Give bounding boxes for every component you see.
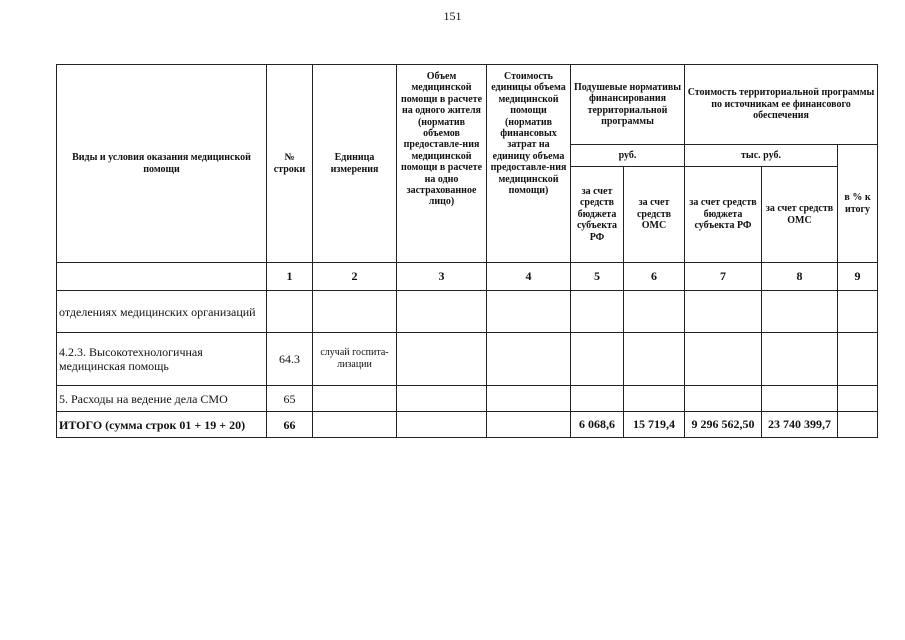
- column-number: 2: [313, 263, 397, 291]
- row-number: 66: [267, 412, 313, 438]
- row-unit: [313, 291, 397, 333]
- header-percent-of-total: в % к итогу: [838, 145, 878, 263]
- row-percent: [838, 291, 878, 333]
- financing-table: [56, 64, 878, 438]
- total-percent: [838, 412, 878, 438]
- total-budget-rub: 6 068,6: [571, 412, 624, 438]
- total-oms-thousand: 23 740 399,7: [762, 412, 838, 438]
- total-budget-thousand: 9 296 562,50: [685, 412, 762, 438]
- header-unit: Единица измерения: [313, 65, 397, 263]
- row-oms-rub: [624, 291, 685, 333]
- row-volume: [397, 412, 487, 438]
- header-per-capita-norms: Подушевые нормативы финансирования территориальной программы: [571, 65, 685, 145]
- column-number: [57, 263, 267, 291]
- column-number-row: [57, 263, 878, 291]
- column-number: 9: [838, 263, 878, 291]
- row-number: 64.3: [267, 333, 313, 386]
- column-number: 7: [685, 263, 762, 291]
- column-number: 4: [487, 263, 571, 291]
- table-row: [57, 291, 878, 333]
- row-budget-thousand: [685, 333, 762, 386]
- total-row: [57, 412, 878, 438]
- table-row: [57, 386, 878, 412]
- header-unit-thousand-rub: тыс. руб.: [685, 145, 838, 167]
- row-budget-rub: [571, 333, 624, 386]
- header-budget-thousand-rub: за счет средств бюджета субъекта РФ: [685, 167, 762, 263]
- row-volume: [397, 291, 487, 333]
- row-budget-rub: [571, 386, 624, 412]
- row-number: [267, 291, 313, 333]
- row-oms-rub: [624, 333, 685, 386]
- column-number: 6: [624, 263, 685, 291]
- header-row-number: № строки: [267, 65, 313, 263]
- row-volume: [397, 333, 487, 386]
- row-unit: случай госпита-лизации: [313, 333, 397, 386]
- row-budget-rub: [571, 291, 624, 333]
- header-oms-thousand-rub: за счет средств ОМС: [762, 167, 838, 263]
- total-label: ИТОГО (сумма строк 01 + 19 + 20): [57, 412, 267, 438]
- row-unit-cost: [487, 412, 571, 438]
- row-oms-thousand: [762, 291, 838, 333]
- header-type-of-care: Виды и условия оказания медицинской помощи: [57, 65, 267, 263]
- total-oms-rub: 15 719,4: [624, 412, 685, 438]
- header-volume-norm: Объем медицинской помощи в расчете на одного жителя (норматив объемов предоставле-ния медицинской помощи в расчете на одно застрахованное лицо): [397, 65, 487, 263]
- row-oms-thousand: [762, 333, 838, 386]
- row-name: 4.2.3. Высокотехнологичная медицинская помощь: [57, 333, 267, 386]
- header-unit-cost-norm: Стоимость единицы объема медицинской помощи (норматив финансовых затрат на единицу объема предоставле-ния медицинской помощи): [487, 65, 571, 263]
- table-row: [57, 333, 878, 386]
- column-number: 8: [762, 263, 838, 291]
- header-oms-rub: за счет средств ОМС: [624, 167, 685, 263]
- row-unit-cost: [487, 333, 571, 386]
- column-number: 5: [571, 263, 624, 291]
- header-budget-rub: за счет средств бюджета субъекта РФ: [571, 167, 624, 263]
- row-unit-cost: [487, 386, 571, 412]
- row-budget-thousand: [685, 291, 762, 333]
- row-number: 65: [267, 386, 313, 412]
- row-unit: [313, 412, 397, 438]
- row-name: 5. Расходы на ведение дела СМО: [57, 386, 267, 412]
- header-program-cost-by-source: Стоимость территориальной программы по источникам ее финансового обеспечения: [685, 65, 878, 145]
- row-budget-thousand: [685, 386, 762, 412]
- row-name: отделениях медицинских организаций: [57, 291, 267, 333]
- row-oms-rub: [624, 386, 685, 412]
- row-percent: [838, 386, 878, 412]
- column-number: 3: [397, 263, 487, 291]
- row-unit-cost: [487, 291, 571, 333]
- row-unit: [313, 386, 397, 412]
- header-unit-rub: руб.: [571, 145, 685, 167]
- row-percent: [838, 333, 878, 386]
- row-oms-thousand: [762, 386, 838, 412]
- row-volume: [397, 386, 487, 412]
- column-number: 1: [267, 263, 313, 291]
- page-number: 151: [443, 9, 462, 23]
